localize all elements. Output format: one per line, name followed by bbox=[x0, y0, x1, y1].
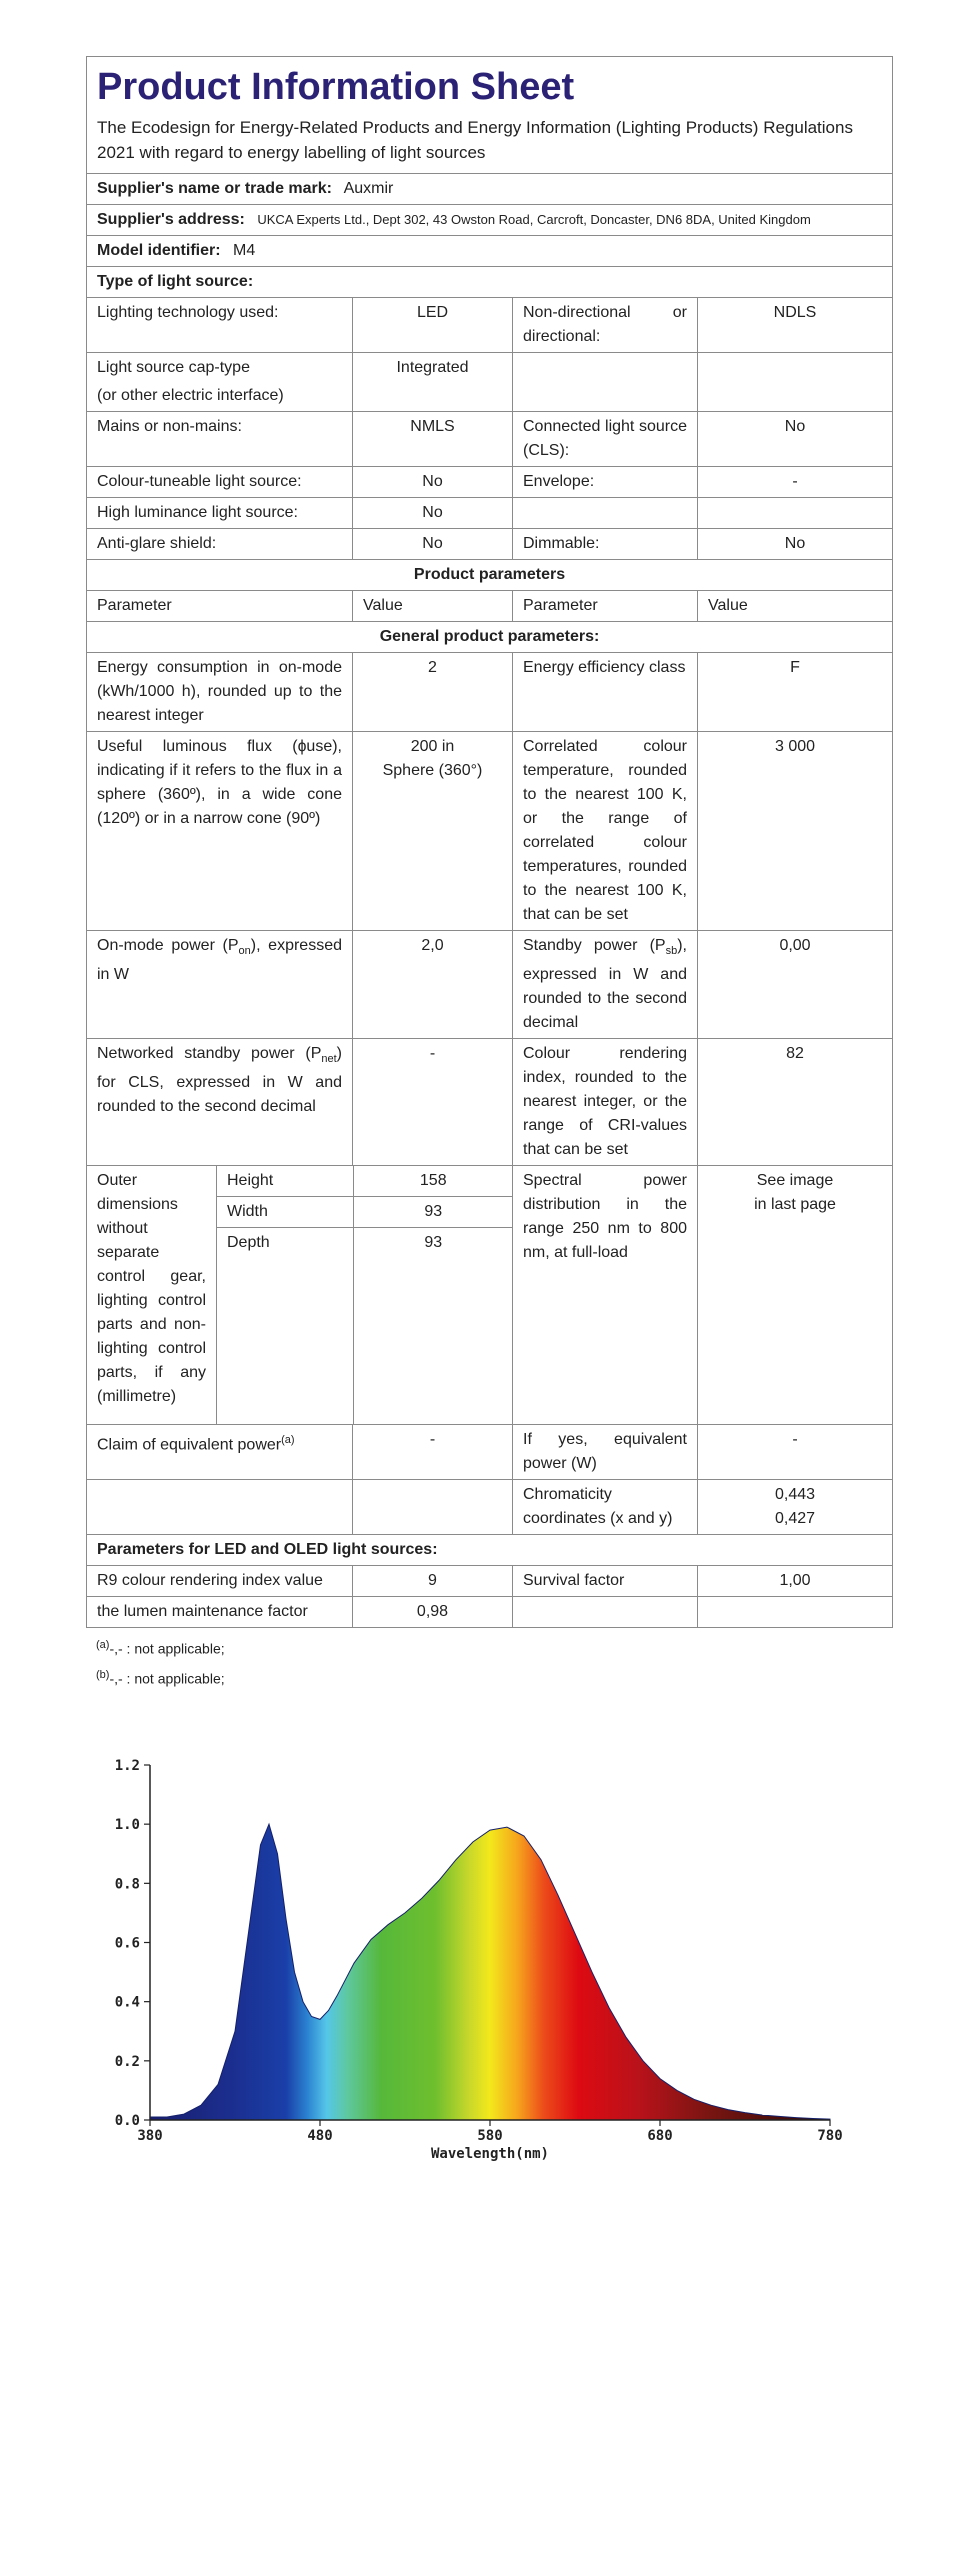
supplier-address-row bbox=[87, 205, 893, 236]
spectral-power-chart bbox=[100, 1745, 860, 2185]
high-luminance-label: High luminance light source: bbox=[87, 498, 353, 529]
model-value: M4 bbox=[233, 242, 256, 259]
plot-layer bbox=[150, 1824, 830, 2120]
empty-cell bbox=[513, 353, 698, 412]
cap-type-value: Integrated bbox=[353, 353, 513, 412]
supplier-address-label: Supplier's address: bbox=[97, 211, 245, 228]
y-tick-label: 1.0 bbox=[114, 1817, 140, 1834]
anti-glare-value: No bbox=[353, 529, 513, 560]
energy-class-label: Energy efficiency class bbox=[513, 653, 698, 732]
column-header-parameter: Parameter bbox=[513, 591, 698, 622]
mains-label: Mains or non-mains: bbox=[87, 412, 353, 467]
footnote-text: -,- : not applicable; bbox=[109, 1670, 225, 1687]
equivalent-power-label-text: Claim of equivalent power bbox=[97, 1436, 282, 1454]
mains-value: NMLS bbox=[353, 412, 513, 467]
r9-label: R9 colour rendering index value bbox=[87, 1566, 353, 1597]
energy-consumption-value: 2 bbox=[353, 653, 513, 732]
tech-label: Lighting technology used: bbox=[87, 298, 353, 353]
footnote-text: -,- : not applicable; bbox=[109, 1640, 225, 1657]
chromaticity-x: 0,443 bbox=[774, 1486, 816, 1504]
standby-power-value: 0,00 bbox=[698, 931, 893, 1039]
cls-label: Connected light source (CLS): bbox=[513, 412, 698, 467]
height-label: Height bbox=[217, 1166, 353, 1197]
anti-glare-label: Anti-glare shield: bbox=[87, 529, 353, 560]
directional-label: Non-directional or directional: bbox=[513, 298, 698, 353]
on-mode-power-label bbox=[87, 931, 353, 1039]
luminous-flux-value bbox=[353, 732, 513, 931]
light-source-type-heading: Type of light source: bbox=[87, 267, 893, 298]
supplier-name-value: Auxmir bbox=[343, 180, 394, 197]
x-axis-label: Wavelength(nm) bbox=[430, 2146, 550, 2162]
networked-standby-sub: net bbox=[321, 1053, 337, 1066]
chromaticity-label: Chromaticity coordinates (x and y) bbox=[513, 1480, 698, 1535]
cap-type-label bbox=[87, 353, 353, 412]
standby-power-sub: sb bbox=[665, 945, 678, 958]
y-tick-label: 0.2 bbox=[114, 2053, 140, 2070]
standby-power-label-b: ), expressed in W and rounded to the second decimal bbox=[523, 937, 687, 1032]
footnotes bbox=[86, 1632, 892, 1691]
empty-cell bbox=[513, 498, 698, 529]
product-information-sheet bbox=[86, 56, 892, 1692]
networked-standby-value: - bbox=[353, 1039, 513, 1166]
dimensions-table bbox=[217, 1166, 513, 1424]
x-tick-label: 780 bbox=[817, 2128, 843, 2144]
width-value: 93 bbox=[353, 1197, 513, 1228]
cri-value: 82 bbox=[698, 1039, 893, 1166]
page-title: Product Information Sheet bbox=[97, 66, 575, 108]
colour-temperature-value: 3 000 bbox=[698, 732, 893, 931]
r9-value: 9 bbox=[353, 1566, 513, 1597]
spectral-distribution-value-line1: See image bbox=[756, 1172, 834, 1190]
width-label: Width bbox=[217, 1197, 353, 1228]
empty-cell bbox=[698, 353, 893, 412]
luminous-flux-value-line1: 200 in bbox=[410, 738, 455, 755]
model-row bbox=[87, 236, 893, 267]
on-mode-power-label-b: ), expressed in W bbox=[97, 937, 342, 984]
footnote bbox=[96, 1632, 892, 1662]
column-header-parameter: Parameter bbox=[87, 591, 353, 622]
page-subtitle: The Ecodesign for Energy-Related Products and Energy Information (Lighting Products) Regulations 2021 with regard to energy labelling of light sources bbox=[97, 118, 853, 162]
y-tick-label: 0.4 bbox=[114, 1994, 140, 2011]
standby-power-label bbox=[513, 931, 698, 1039]
height-value: 158 bbox=[353, 1166, 513, 1197]
networked-standby-label bbox=[87, 1039, 353, 1166]
x-tick-label: 680 bbox=[647, 2128, 673, 2144]
footnote-mark: (a) bbox=[96, 1639, 110, 1652]
dimmable-value: No bbox=[698, 529, 893, 560]
y-tick-label: 1.2 bbox=[114, 1758, 140, 1774]
cls-value: No bbox=[698, 412, 893, 467]
dimmable-label: Dimmable: bbox=[513, 529, 698, 560]
footnote bbox=[96, 1662, 892, 1692]
tech-value: LED bbox=[353, 298, 513, 353]
survival-factor-value: 1,00 bbox=[698, 1566, 893, 1597]
information-table bbox=[86, 56, 893, 1628]
x-tick-label: 380 bbox=[137, 2128, 163, 2144]
directional-value: NDLS bbox=[698, 298, 893, 353]
on-mode-power-sub: on bbox=[238, 945, 251, 958]
empty-cell bbox=[353, 1480, 513, 1535]
footnote-mark: (b) bbox=[96, 1668, 110, 1681]
supplier-name-row bbox=[87, 174, 893, 205]
general-parameters-heading: General product parameters: bbox=[87, 622, 893, 653]
chromaticity-value bbox=[698, 1480, 893, 1535]
empty-cell bbox=[698, 498, 893, 529]
x-tick-label: 480 bbox=[307, 2128, 333, 2144]
column-header-value: Value bbox=[353, 591, 513, 622]
survival-factor-label: Survival factor bbox=[513, 1566, 698, 1597]
colour-temperature-label: Correlated colour temperature, rounded to the nearest 100 K, or the range of correlated colour temperatures, rounded to the nearest 100 K, that can be set bbox=[513, 732, 698, 931]
y-tick-label: 0.6 bbox=[114, 1935, 140, 1952]
spectral-distribution-value bbox=[698, 1166, 893, 1425]
product-parameters-heading: Product parameters bbox=[87, 560, 893, 591]
empty-cell bbox=[698, 1597, 893, 1628]
equivalent-power-value: - bbox=[353, 1425, 513, 1480]
envelope-value: - bbox=[698, 467, 893, 498]
model-label: Model identifier: bbox=[97, 242, 221, 259]
if-yes-label: If yes, equivalent power (W) bbox=[513, 1425, 698, 1480]
supplier-name-label: Supplier's name or trade mark: bbox=[97, 180, 332, 197]
outer-dimensions-label: Outer dimensions without separate control gear, lighting control parts and non-lighting control parts, if any (millimetre) bbox=[87, 1166, 217, 1425]
spectral-distribution-value-line2: in last page bbox=[754, 1196, 836, 1214]
depth-value: 93 bbox=[353, 1228, 513, 1425]
header-cell bbox=[87, 57, 893, 174]
luminous-flux-value-line2: Sphere (360°) bbox=[382, 762, 483, 779]
lumen-maintenance-value: 0,98 bbox=[353, 1597, 513, 1628]
high-luminance-value: No bbox=[353, 498, 513, 529]
supplier-address-value: UKCA Experts Ltd., Dept 302, 43 Owston Road, Carcroft, Doncaster, DN6 8DA, United Kingdom bbox=[257, 212, 811, 227]
luminous-flux-label: Useful luminous flux (ɸuse), indicating if it refers to the flux in a sphere (360º), in a wide cone (120º) or in a narrow cone (90º) bbox=[87, 732, 353, 931]
if-yes-value: - bbox=[698, 1425, 893, 1480]
x-tick-label: 580 bbox=[477, 2128, 503, 2144]
empty-cell bbox=[87, 1480, 353, 1535]
networked-standby-label-a: Networked standby power (P bbox=[97, 1045, 322, 1063]
colour-tuneable-value: No bbox=[353, 467, 513, 498]
empty-cell bbox=[513, 1597, 698, 1628]
cap-type-label-line1: Light source cap-type bbox=[97, 359, 250, 376]
networked-standby-label-b: ) for CLS, expressed in W and rounded to the second decimal bbox=[97, 1045, 342, 1116]
chromaticity-y: 0,427 bbox=[774, 1510, 816, 1528]
dimensions-cell bbox=[217, 1166, 513, 1425]
on-mode-power-value: 2,0 bbox=[353, 931, 513, 1039]
energy-consumption-label: Energy consumption in on-mode (kWh/1000 h), rounded up to the nearest integer bbox=[87, 653, 353, 732]
spectrum-area bbox=[150, 1824, 830, 2120]
equivalent-power-label bbox=[87, 1425, 353, 1480]
y-tick-label: 0.0 bbox=[114, 2113, 140, 2129]
standby-power-label-a: Standby power (P bbox=[523, 937, 666, 954]
envelope-label: Envelope: bbox=[513, 467, 698, 498]
cri-label: Colour rendering index, rounded to the nearest integer, or the range of CRI-values that can be set bbox=[513, 1039, 698, 1166]
lumen-maintenance-label: the lumen maintenance factor bbox=[87, 1597, 353, 1628]
energy-class-value: F bbox=[698, 653, 893, 732]
spectral-distribution-label: Spectral power distribution in the range 250 nm to 800 nm, at full-load bbox=[513, 1166, 698, 1425]
colour-tuneable-label: Colour-tuneable light source: bbox=[87, 467, 353, 498]
column-header-value: Value bbox=[698, 591, 893, 622]
depth-label: Depth bbox=[217, 1228, 353, 1425]
y-tick-label: 0.8 bbox=[114, 1876, 140, 1893]
equivalent-power-sup: (a) bbox=[281, 1434, 295, 1447]
on-mode-power-label-a: On-mode power (P bbox=[97, 937, 239, 954]
cap-type-label-line2: (or other electric interface) bbox=[97, 387, 284, 404]
led-parameters-heading: Parameters for LED and OLED light sources: bbox=[87, 1535, 893, 1566]
